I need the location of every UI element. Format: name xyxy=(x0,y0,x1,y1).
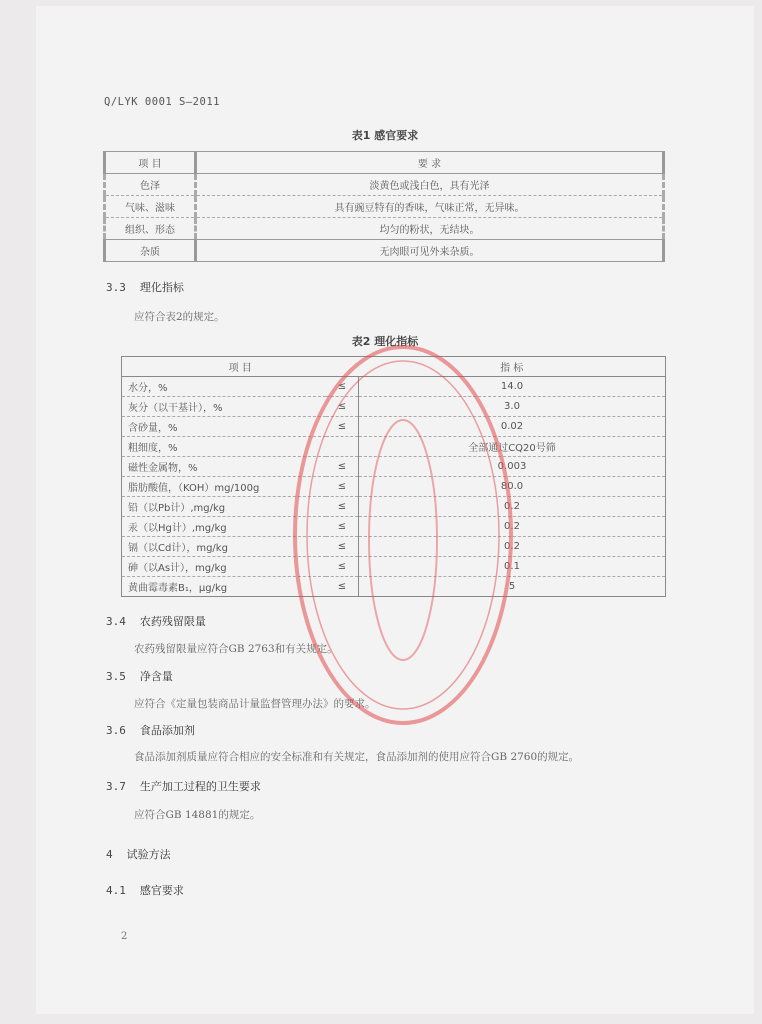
table-row xyxy=(122,377,666,397)
table2-caption: 表2 理化指标 xyxy=(351,335,419,348)
section-4-heading: 4 试验方法 xyxy=(106,848,171,861)
table-cell: 黄曲霉毒素B₁，μg/kg xyxy=(122,577,327,597)
table-header-cell: 指 标 xyxy=(359,357,666,377)
table-row xyxy=(122,457,666,477)
table-cell: 灰分（以干基计），% xyxy=(122,397,327,417)
table-cell: 0.2 xyxy=(359,497,666,517)
table-cell: 粗细度，% xyxy=(122,437,327,457)
table-cell: ≤ xyxy=(326,377,359,397)
table-cell: 均匀的粉状，无结块。 xyxy=(196,218,664,240)
table-row xyxy=(105,218,664,240)
table-cell: 砷（以As计），mg/kg xyxy=(122,557,327,577)
table-header-cell: 项 目 xyxy=(122,357,359,377)
table-cell: ≤ xyxy=(326,417,359,437)
section-3-6-heading: 3.6 食品添加剂 xyxy=(106,724,195,737)
table-row xyxy=(105,196,664,218)
table-cell: 铅（以Pb计）,mg/kg xyxy=(122,497,327,517)
table-cell: 3.0 xyxy=(359,397,666,417)
table-row xyxy=(122,537,666,557)
section-3-3-heading: 3.3 理化指标 xyxy=(106,281,184,294)
table-row xyxy=(122,557,666,577)
table-cell: ≤ xyxy=(326,577,359,597)
table-cell: 水分，% xyxy=(122,377,327,397)
table-cell: 杂质 xyxy=(105,240,196,262)
table-cell: ≤ xyxy=(326,497,359,517)
table-cell: 无肉眼可见外来杂质。 xyxy=(196,240,664,262)
table-header-row xyxy=(105,152,664,174)
table-header-row xyxy=(122,357,666,377)
table-cell: 磁性金属物，% xyxy=(122,457,327,477)
table-cell: ≤ xyxy=(326,517,359,537)
table-cell: 气味、滋味 xyxy=(105,196,196,218)
table-row xyxy=(122,417,666,437)
table-row xyxy=(105,174,664,196)
table-cell: ≤ xyxy=(326,397,359,417)
table-header-cell: 要 求 xyxy=(196,152,664,174)
section-3-7-heading: 3.7 生产加工过程的卫生要求 xyxy=(106,780,261,793)
table-cell xyxy=(326,437,359,457)
table-row xyxy=(122,437,666,457)
table-cell: 0.1 xyxy=(359,557,666,577)
table-cell: 0.02 xyxy=(359,417,666,437)
table-cell: ≤ xyxy=(326,477,359,497)
table-cell: ≤ xyxy=(326,557,359,577)
table-cell: 色泽 xyxy=(105,174,196,196)
table-cell: 镉（以Cd计），mg/kg xyxy=(122,537,327,557)
section-3-6-text: 食品添加剂质量应符合相应的安全标准和有关规定，食品添加剂的使用应符合GB 2760的规定。 xyxy=(134,751,580,763)
table-cell: 0.2 xyxy=(359,537,666,557)
table-cell: 汞（以Hg计）,mg/kg xyxy=(122,517,327,537)
standard-code: Q/LYK 0001 S—2011 xyxy=(104,96,220,108)
table-cell: ≤ xyxy=(326,537,359,557)
page-number: 2 xyxy=(121,931,128,942)
section-3-5-heading: 3.5 净含量 xyxy=(106,670,173,683)
table-cell: 脂肪酸值，（KOH）mg/100g xyxy=(122,477,327,497)
table-cell: 14.0 xyxy=(359,377,666,397)
section-3-4-text: 农药残留限量应符合GB 2763和有关规定。 xyxy=(134,643,338,655)
table-cell: 淡黄色或浅白色，具有光泽 xyxy=(196,174,664,196)
table-cell: 全部通过CQ20号筛 xyxy=(359,437,666,457)
table-cell: 0.003 xyxy=(359,457,666,477)
table-cell: 80.0 xyxy=(359,477,666,497)
table-cell: ≤ xyxy=(326,457,359,477)
section-3-3-text: 应符合表2的规定。 xyxy=(134,311,225,323)
table-header-cell: 项 目 xyxy=(105,152,196,174)
table-row xyxy=(105,240,664,262)
table-row xyxy=(122,397,666,417)
table-cell: 5 xyxy=(359,577,666,597)
table-row xyxy=(122,517,666,537)
sensory-table xyxy=(103,151,665,262)
section-3-4-heading: 3.4 农药残留限量 xyxy=(106,615,206,628)
table-cell: 组织、形态 xyxy=(105,218,196,240)
table-row xyxy=(122,577,666,597)
table-row xyxy=(122,497,666,517)
section-3-5-text: 应符合《定量包装商品计量监督管理办法》的要求。 xyxy=(134,698,376,710)
table1-caption: 表1 感官要求 xyxy=(351,129,419,142)
table-cell: 含砂量，% xyxy=(122,417,327,437)
section-3-7-text: 应符合GB 14881的规定。 xyxy=(134,809,261,821)
table-cell: 0.2 xyxy=(359,517,666,537)
table-cell: 具有豌豆特有的香味，气味正常，无异味。 xyxy=(196,196,664,218)
section-4-1-heading: 4.1 感官要求 xyxy=(106,884,184,897)
physicochemical-table xyxy=(121,356,666,597)
table-row xyxy=(122,477,666,497)
